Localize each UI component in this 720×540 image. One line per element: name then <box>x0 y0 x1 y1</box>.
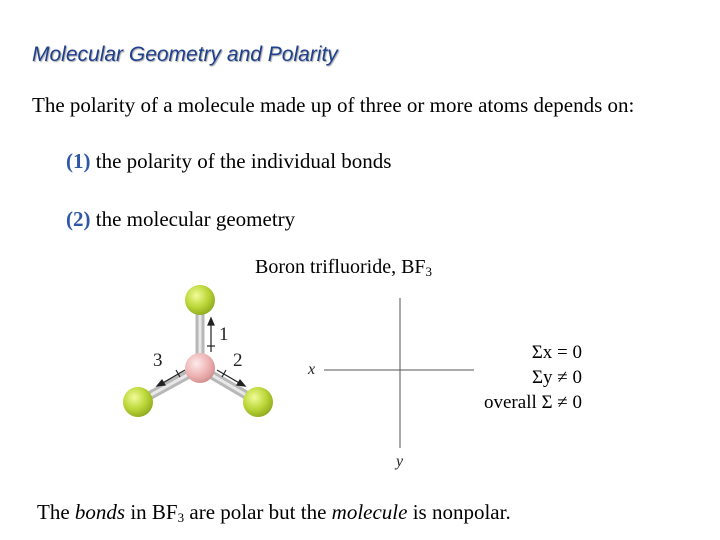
conclusion-part-1: The <box>37 500 75 524</box>
sum-x: Σx = 0 <box>531 342 582 363</box>
fluorine-atom-3 <box>123 387 153 417</box>
vector-sums <box>484 340 582 415</box>
x-axis-label: x <box>308 361 316 378</box>
coordinate-axes <box>302 295 482 470</box>
boron-atom <box>185 353 215 383</box>
conclusion-part-2: in BF <box>125 500 178 524</box>
caption-subscript: 3 <box>425 264 433 279</box>
point-1 <box>66 148 391 174</box>
intro-text: The polarity of a molecule made up of three or more atoms depends on: <box>32 93 635 117</box>
slide-title: Molecular Geometry and Polarity <box>32 43 338 66</box>
point-2-number: (2) <box>66 207 91 231</box>
y-axis-label: y <box>396 453 404 470</box>
sum-y: Σy ≠ 0 <box>532 367 582 388</box>
sum-overall: overall Σ ≠ 0 <box>484 392 582 413</box>
point-2 <box>66 206 295 232</box>
conclusion-molecule: molecule <box>331 500 408 524</box>
molecule-caption <box>255 256 432 280</box>
conclusion-bonds: bonds <box>74 500 126 524</box>
fluorine-atom-2 <box>243 387 273 417</box>
point-1-number: (1) <box>66 149 91 173</box>
fluorine-atom-1 <box>185 285 215 315</box>
point-2-text: the molecular geometry <box>95 207 296 231</box>
bond-label-2: 2 <box>233 350 243 371</box>
bond-label-1: 1 <box>219 324 229 345</box>
point-1-text: the polarity of the individual bonds <box>95 149 392 173</box>
conclusion-part-4: is nonpolar. <box>407 500 511 524</box>
bf3-molecule-model <box>115 278 295 428</box>
conclusion-part-3: are polar but the <box>184 500 332 524</box>
bond-label-3: 3 <box>153 350 163 371</box>
conclusion-text <box>37 500 511 526</box>
conclusion-subscript: 3 <box>177 510 185 525</box>
caption-text: Boron trifluoride, BF <box>255 256 426 278</box>
